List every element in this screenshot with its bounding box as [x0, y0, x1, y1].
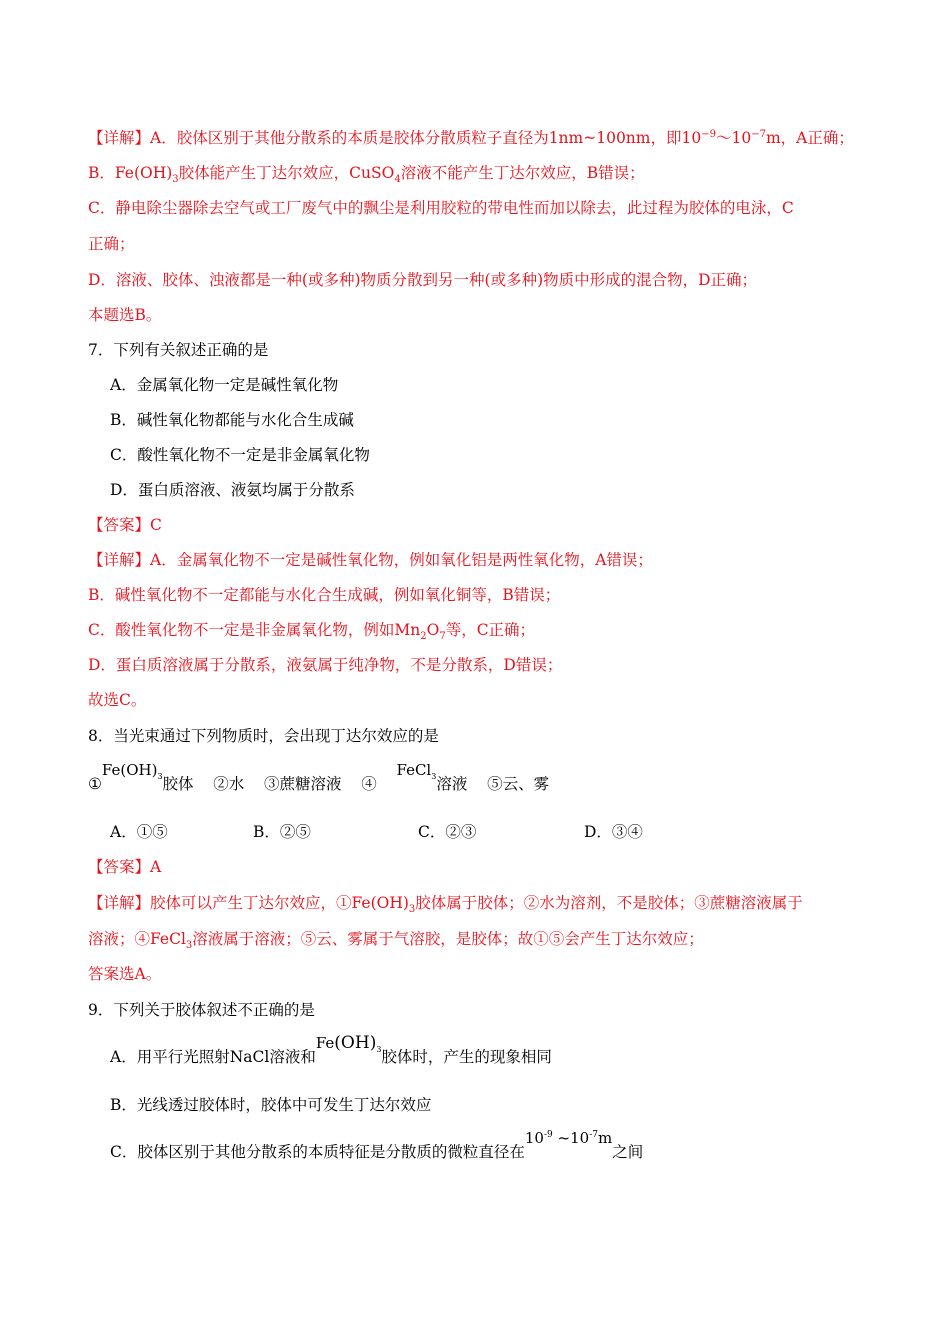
q9-option-b: B．光线透过胶体时，胶体中可发生丁达尔效应 [110, 1096, 432, 1114]
q8-detail-line2: 溶液；④FeCl$_3$溶液属于溶液；⑤云、雾属于气溶胶，是胶体；故①⑤会产生丁达尔效应； [88, 930, 704, 952]
q7-detail-d: D．蛋白质溶液属于分散系，液氨属于纯净物，不是分散系，D错误； [88, 656, 563, 674]
q8-conclusion: 答案选A。 [88, 965, 162, 983]
q7-option-d: D．蛋白质溶液、液氨均属于分散系 [110, 481, 355, 499]
q7-detail-a: 【详解】A．金属氧化物不一定是碱性氧化物，例如氧化铝是两性氧化物，A错误； [88, 551, 653, 569]
q9-a-formula: $Fe(OH)_3$ [315, 1033, 382, 1054]
q6-conclusion: 本题选B。 [88, 306, 162, 324]
q8-items: $①Fe(OH)_3$胶体 ②水 ③蔗糖溶液 ④ FeCl$_3$溶液 ⑤云、雾 [88, 761, 550, 793]
q7-conclusion: 故选C。 [88, 691, 147, 709]
q7-detail-b: B．碱性氧化物不一定都能与水化合生成碱，例如氧化铜等，B错误； [88, 586, 561, 604]
q7-option-b: B．碱性氧化物都能与水化合生成碱 [110, 411, 354, 429]
q8-detail-line1: 【详解】胶体可以产生丁达尔效应，$①Fe(OH)_3$胶体属于胶体；②水为溶剂，不是胶体；③蔗糖溶液属于 [88, 894, 803, 916]
q8-stem: 8．当光束通过下列物质时，会出现丁达尔效应的是 [88, 727, 439, 745]
q8-item4-formula: FeCl$_3$ [396, 761, 437, 781]
q8-item1-formula: $Fe(OH)_3$ [101, 761, 163, 781]
q9-c-range: $10^{-9}$ $\sim 10^{-7}m$ [524, 1129, 613, 1147]
q8-option-b: B．②⑤ [253, 823, 311, 841]
q6-detail-c-cont: 正确； [88, 235, 135, 253]
q7-detail-c: C．酸性氧化物不一定是非金属氧化物，例如$Mn_2O_7$等，C正确； [88, 621, 536, 643]
q8-answer: 【答案】A [88, 858, 162, 876]
q6-detail-c: C．静电除尘器除去空气或工厂废气中的飘尘是利用胶粒的带电性而加以除去，此过程为胶体的电泳，C [88, 199, 794, 217]
q7-answer: 【答案】C [88, 516, 162, 534]
q6-detail-b: B．$Fe(OH)_3$胶体能产生丁达尔效应，CuSO$_4$溶液不能产生丁达尔效应，B错误； [88, 164, 645, 186]
q7-stem: 7．下列有关叙述正确的是 [88, 341, 269, 359]
q9-option-c: C．胶体区别于其他分散系的本质特征是分散质的微粒直径在$10^{-9}$ $\sim 10^{-7}m$之间 [110, 1129, 644, 1161]
q8-option-c: C．②③ [418, 823, 477, 841]
q7-option-c: C．酸性氧化物不一定是非金属氧化物 [110, 446, 370, 464]
q6-detail-d: D．溶液、胶体、浊液都是一种(或多种)物质分散到另一种(或多种)物质中形成的混合物，D正确； [88, 271, 758, 289]
q7-option-a: A．金属氧化物一定是碱性氧化物 [110, 376, 339, 394]
q8-option-a: A．①⑤ [110, 823, 168, 841]
q9-stem: 9．下列关于胶体叙述不正确的是 [88, 1001, 315, 1019]
q9-option-a: A．用平行光照射NaCl溶液和$Fe(OH)_3$胶体时，产生的现象相同 [110, 1033, 552, 1066]
q6-detail-a: 【详解】A．胶体区别于其他分散系的本质是胶体分散质粒子直径为1nm~100nm，即$10^{-9}\sim 10^{-7}m$，A正确； [88, 128, 854, 147]
q8-option-d: D．③④ [584, 823, 643, 841]
